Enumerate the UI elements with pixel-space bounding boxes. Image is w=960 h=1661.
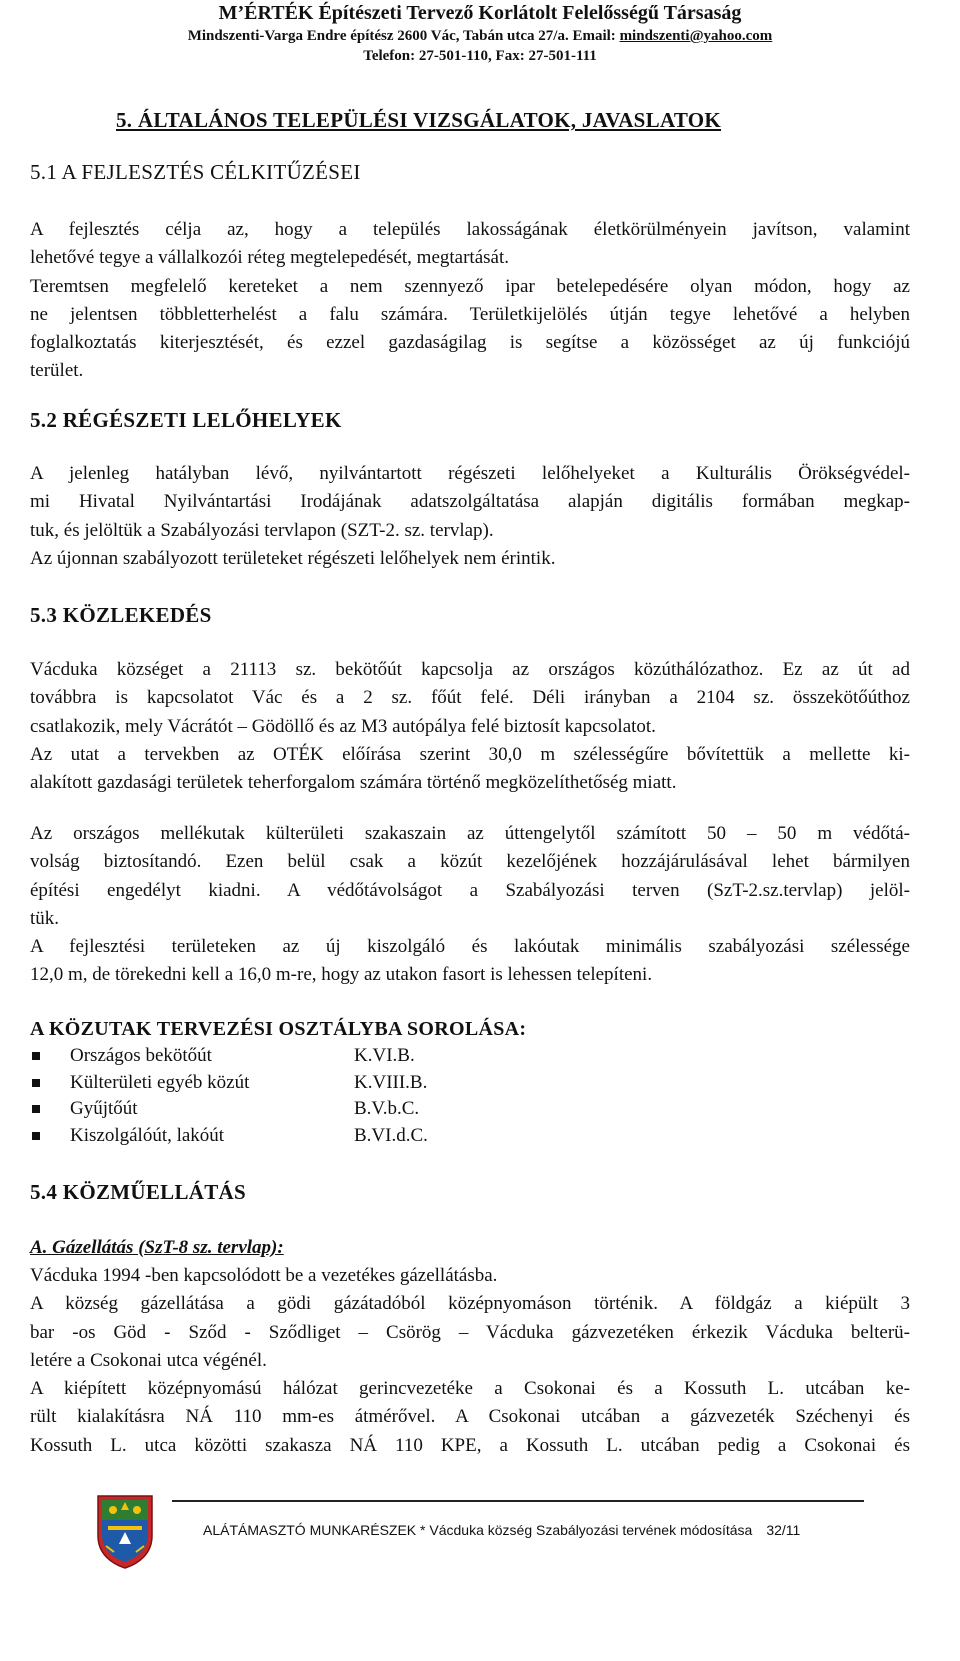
text-line: A fejlesztés célja az, hogy a település lakosságának életkörülményein javítson, valamint (30, 219, 910, 240)
road-class-code: B.V.b.C. (354, 1098, 420, 1120)
road-class-list (30, 1043, 428, 1149)
text-line: 12,0 m, de törekedni kell a 16,0 m-re, hogy az utakon fasort is lehessen telepíteni. (30, 964, 653, 986)
text-line: Kossuth L. utca közötti szakasza NÁ 110 KPE, a Kossuth L. utcában pedig a Csokonai és (30, 1434, 910, 1456)
text-line: foglalkoztatás kiterjesztését, és ezzel gazdaságilag is segítse a közösséget az új funkciójú (30, 332, 910, 354)
text-line: bar -os Göd - Sződ - Sződliget – Csörög – Vácduka gázvezetéken érkezik Vácduka belterü- (30, 1321, 910, 1343)
text-line: mi Hivatal Nyilvántartási Irodájának adatszolgáltatása alapján digitális formában megkap- (30, 491, 910, 513)
company-phone: Telefon: 27-501-110, Fax: 27-501-111 (363, 48, 597, 64)
road-type: Külterületi egyéb közút (70, 1071, 250, 1093)
footer (203, 1522, 800, 1538)
text-line: Az újonnan szabályozott területeket régészeti lelőhelyek nem érintik. (30, 547, 556, 569)
text-line: volság biztosítandó. Ezen belül csak a közút kezelőjének hozzájárulásával lehet bármilyen (30, 851, 910, 873)
bullet-icon (32, 1052, 40, 1060)
text-line: lehetővé tegye a vállalkozói réteg megtelepedését, megtartását. (30, 247, 509, 269)
text-line: A jelenleg hatályban lévő, nyilvántartott régészeti lelőhelyeket a Kulturális Örökségvédel- (30, 463, 910, 484)
section-5-3-body-2 (30, 820, 910, 990)
road-class-code: B.VI.d.C. (354, 1124, 428, 1146)
text-line: alakított gazdasági területek teherforgalom számára történő megközelíthetőség miatt. (30, 772, 677, 794)
text-line: letére a Csokonai utca végénél. (30, 1349, 267, 1371)
bullet-icon (32, 1132, 40, 1140)
text-line: Az országos mellékutak külterületi szakaszain az úttengelytől számított 50 – 50 m védőtá- (30, 823, 910, 844)
text-line: Teremtsen megfelelő kereteket a nem szennyező ipar betelepedésére olyan módon, hogy az (30, 275, 910, 297)
text-line: tuk, és jelöltük a Szabályozási tervlapon (SZT-2. sz. tervlap). (30, 519, 494, 541)
page-title: 5. ÁLTALÁNOS TELEPÜLÉSI VIZSGÁLATOK, JAVASLATOK (116, 108, 722, 132)
section-5-4-body (30, 1262, 910, 1460)
coat-of-arms-logo (94, 1490, 156, 1570)
text-line: A fejlesztési területeken az új kiszolgáló és lakóutak minimális szabályozási szélessége (30, 936, 910, 958)
footer-divider (172, 1500, 864, 1502)
bullet-icon (32, 1079, 40, 1087)
section-5-2-body (30, 460, 910, 573)
text-line: Vácduka 1994 -ben kapcsolódott be a vezetékes gázellátásba. (30, 1265, 498, 1286)
text-line: tük. (30, 907, 60, 929)
list-item (30, 1096, 428, 1123)
road-type: Kiszolgálóút, lakóút (70, 1124, 225, 1146)
text-line: A község gázellátása a gödi gázátadóból középnyomáson történik. A földgáz a kiépült 3 (30, 1293, 910, 1315)
section-5-1-body (30, 216, 910, 386)
road-class-code: K.VIII.B. (354, 1071, 428, 1093)
road-type: Gyűjtőút (70, 1098, 138, 1120)
text-line: építési engedélyt kiadni. A védőtávolságot a Szabályozási terven (SzT-2.sz.tervlap) jelöl- (30, 879, 910, 901)
text-line: továbbra is kapcsolatot Vác és a 2 sz. főút felé. Déli irányban a 2104 sz. összekötőúthoz (30, 687, 910, 709)
section-5-3-body (30, 656, 910, 797)
list-item (30, 1123, 428, 1150)
address-text: Mindszenti-Varga Endre építész 2600 Vác, Tabán utca 27/a. Email: (187, 28, 620, 44)
road-class-code: K.VI.B. (354, 1045, 415, 1067)
footer-text: ALÁTÁMASZTÓ MUNKARÉSZEK * Vácduka község Szabályozási tervének módosítása (203, 1522, 753, 1538)
company-name: M’ÉRTÉK Építészeti Tervező Korlátolt Felelősségű Társaság (218, 2, 742, 24)
text-line: A kiépített középnyomású hálózat gerincvezetéke a Csokonai és a Kossuth L. utcában ke- (30, 1378, 910, 1400)
road-class-title: A KÖZUTAK TERVEZÉSI OSZTÁLYBA SOROLÁSA: (30, 1018, 527, 1040)
list-item (30, 1043, 428, 1070)
gas-supply-subtitle: A. Gázellátás (SzT-8 sz. tervlap): (30, 1237, 284, 1258)
text-line: Az utat a tervekben az OTÉK előírása szerint 30,0 m szélességűre bővítettük a mellette ki- (30, 743, 910, 765)
company-address (0, 28, 960, 45)
road-type: Országos bekötőút (70, 1045, 212, 1067)
text-line: csatlakozik, mely Vácrátót – Gödöllő és az M3 autópálya felé biztosít kapcsolatot. (30, 715, 656, 737)
list-item (30, 1070, 428, 1097)
email-link[interactable]: mindszenti@yahoo.com (619, 28, 773, 44)
section-5-2-title: 5.2 RÉGÉSZETI LELŐHELYEK (30, 408, 342, 432)
bullet-icon (32, 1105, 40, 1113)
text-line: rült kialakításra NÁ 110 mm-es átmérővel. A Csokonai utcában a gázvezeték Széchenyi és (30, 1406, 910, 1428)
section-5-4-title: 5.4 KÖZMŰELLÁTÁS (30, 1180, 246, 1204)
text-line: ne jelentsen többletterhelést a falu számára. Területkijelölés útján tegye lehetővé a helyben (30, 303, 910, 325)
section-5-1-title: 5.1 A FEJLESZTÉS CÉLKITŰZÉSEI (30, 160, 361, 184)
page-number: 32/11 (766, 1522, 801, 1538)
text-line: Vácduka községet a 21113 sz. bekötőút kapcsolja az országos közúthálózathoz. Ez az út ad (30, 659, 910, 680)
section-5-3-title: 5.3 KÖZLEKEDÉS (30, 603, 212, 627)
text-line: terület. (30, 360, 84, 382)
